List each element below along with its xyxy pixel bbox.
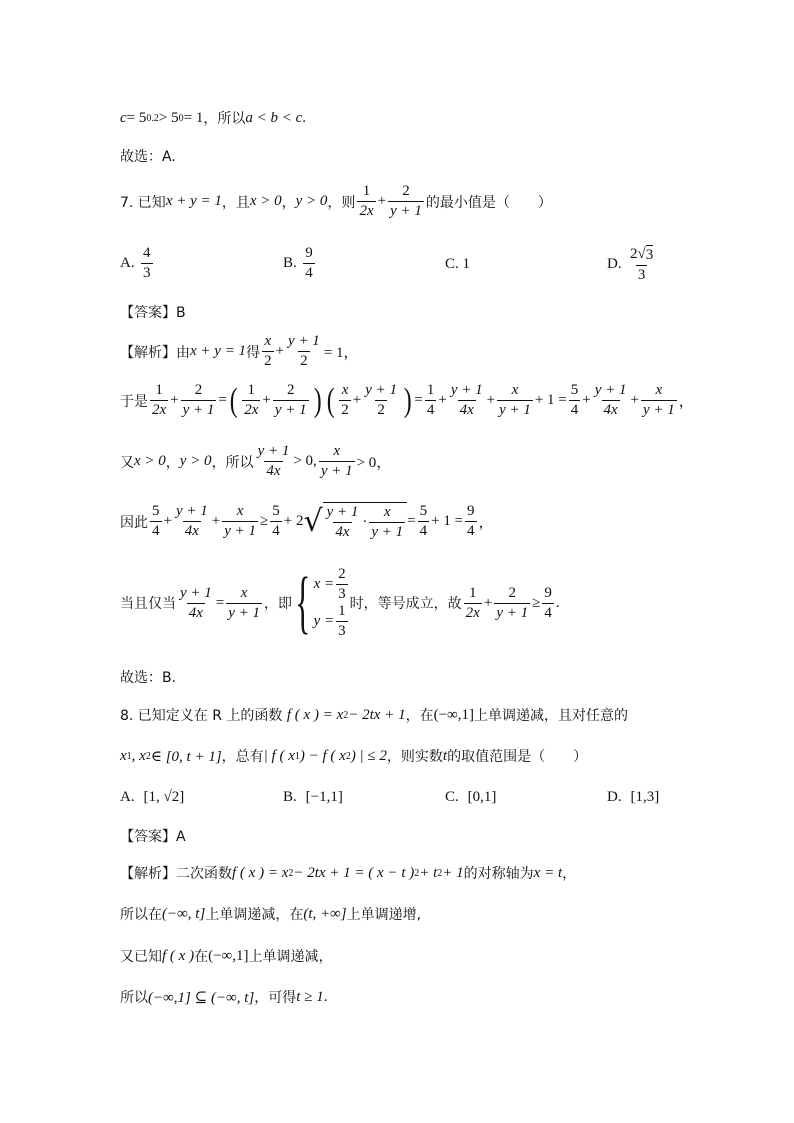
- period: .: [302, 109, 306, 126]
- option-b[interactable]: B. $\frac{9}{4}$: [283, 245, 313, 281]
- answer-select-7: 故选：B.: [120, 670, 177, 686]
- math-eq: = 5: [126, 109, 147, 126]
- math-inequality: a < b < c: [245, 109, 303, 126]
- option-a[interactable]: A. $\frac{4}{3}$: [120, 245, 151, 281]
- fraction: 2 √ 3 3: [630, 246, 654, 283]
- text: ，则: [327, 194, 356, 211]
- text: 的最小值是（ ）: [425, 194, 552, 211]
- answer-8: 【答案】A: [120, 829, 186, 845]
- solution-8-line-4: 所以 (−∞,1] ⊆ (−∞, t] ，可得 t ≥ 1 .: [120, 988, 328, 1006]
- fraction: $\frac{4}{3}$: [143, 245, 151, 281]
- math-expr: y > 0: [295, 193, 328, 209]
- plus: +: [377, 193, 387, 209]
- option-d[interactable]: D. [1,3]: [607, 789, 660, 805]
- solution-7-line-2: 于是 $\frac{1}{2x}$ + $\frac{2}{y + 1}$ = ( $\frac{1}{2x}$ + $\frac{2}{y + 1}$ ) ( $\frac{x}{2}$ + $\frac{y + 1}{2}$ ) = $\frac{1}{4}$ + $\frac{y + 1}{4x}$ + $\frac{x}{y + 1}$ + 1 = $\frac{5}{4}$ + $\frac{y + 1}{4x}$ + $\frac{x}{y + 1}$ ，: [120, 381, 694, 419]
- exponent: 0.2: [146, 112, 159, 124]
- text: ，且: [221, 194, 250, 211]
- fraction: $\frac{1}{2x}$: [359, 183, 374, 219]
- option-b[interactable]: B. [−1,1]: [283, 789, 343, 805]
- option-a[interactable]: A. [1, √2]: [120, 789, 185, 805]
- exponent: 0: [178, 112, 184, 124]
- text: ，: [281, 194, 296, 211]
- question-7: [120, 183, 552, 220]
- solution-8-line-3: 又已知 f ( x ) 在 (−∞,1] 上单调递减，: [120, 947, 333, 965]
- fraction: $\frac{2}{y + 1}$: [390, 183, 422, 219]
- solution-7-line-1: 【解析】由 x + y = 1 得 $\frac{x}{2}$ + $\frac{y + 1}{2}$ = 1，: [120, 333, 359, 369]
- math-gt: > 5: [158, 109, 179, 126]
- fraction: $\frac{9}{4}$: [305, 245, 313, 281]
- answer-7: 【答案】B: [120, 305, 186, 321]
- math-expr: x > 0: [249, 193, 282, 209]
- option-c[interactable]: C. 1: [445, 256, 471, 272]
- option-c[interactable]: C. [0,1]: [445, 789, 497, 805]
- math-eq: = 1: [183, 109, 204, 126]
- question-8-line-1: 8. 已知定义在 R 上的函数 f ( x ) = x 2 − 2tx + 1 ，在 (−∞,1] 上单调递减，且对任意的: [120, 706, 628, 724]
- text-line-1: [120, 108, 306, 128]
- solution-7-line-4: 因此 $\frac{5}{4}$ + $\frac{y + 1}{4x}$ + $\frac{x}{y + 1}$ ≥ $\frac{5}{4}$ + 2 √ $\frac{y + 1}{4x}$ · $\frac{x}{y + 1}$ = $\frac{5}{4}$ + 1 = $\frac{9}{4}$ ，: [120, 503, 494, 540]
- solution-8-line-1: 【解析】二次函数 f ( x ) = x 2 − 2tx + 1 = ( x − t ) 2 + t 2 + 1 的对称轴为 x = t ，: [120, 864, 577, 882]
- question-8-line-2: x 1 , x 2 ∈ [0, t + 1] ，总有 | f ( x 1 ) − f ( x 2 ) | ≤ 2 ，则实数 t 的取值范围是（ ）: [120, 747, 588, 765]
- solution-7-line-3: 又 x > 0 ， y > 0 ，所以 $\frac{y + 1}{4x}$ > 0, $\frac{x}{y + 1}$ > 0，: [120, 443, 392, 479]
- text: ，所以: [203, 111, 246, 127]
- math-expr: x + y = 1: [165, 193, 222, 209]
- solution-7-line-5: 当且仅当 $\frac{y + 1}{4x}$ = $\frac{x}{y + 1}$ ，即 { x = $\frac{2}{3}$ y = $\frac{1}{3}$ 时，等号成立，故 $\frac{1}{2x}$ + $\frac{2}{y + 1}$ ≥ $\frac{9}{4}$ .: [120, 564, 560, 641]
- option-d[interactable]: D. 2 √ 3 3: [607, 246, 654, 283]
- solution-8-line-2: 所以在 (−∞, t] 上单调递减，在 (t, +∞] 上单调递增,: [120, 905, 422, 923]
- answer-select-6: 故选：A.: [120, 149, 176, 165]
- math-c: c: [120, 109, 127, 126]
- question-number: 7. 已知: [120, 194, 166, 211]
